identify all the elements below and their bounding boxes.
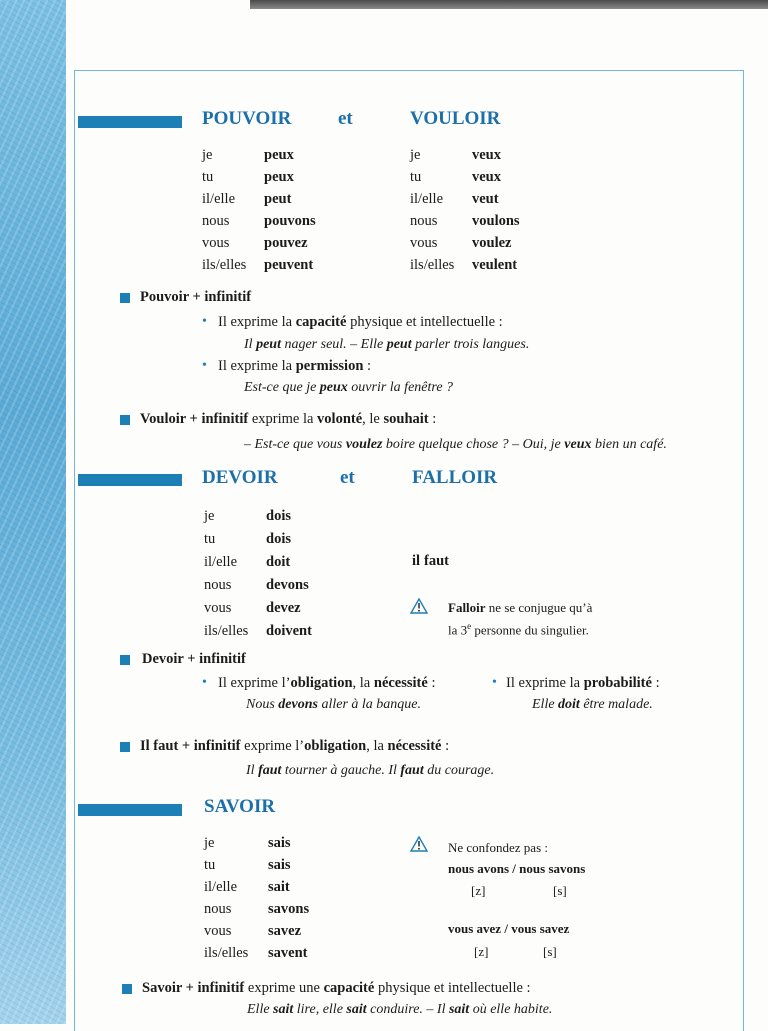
rule-bullet — [120, 655, 130, 665]
phonetic-s: [s] — [543, 944, 557, 959]
rule-il-faut: Il faut + infinitif exprime l’obligation, la nécessité : — [140, 738, 450, 754]
verb-form: veut — [472, 191, 499, 207]
rule-permission: Il exprime la permission : — [218, 358, 372, 374]
heading-connector: et — [340, 467, 355, 488]
verb-form: veux — [472, 169, 501, 185]
heading-devoir: DEVOIR — [202, 467, 278, 488]
verb-form: pouvez — [264, 235, 308, 251]
example-permission: Est-ce que je peux ouvrir la fenêtre ? — [244, 380, 454, 395]
phonetic-z: [z] — [471, 883, 486, 898]
verb-form: savez — [268, 923, 302, 939]
falloir-verb: faut — [424, 553, 449, 569]
pronoun: tu — [204, 531, 216, 547]
pronoun: vous — [410, 235, 438, 251]
section-bar — [78, 116, 182, 128]
pronoun: vous — [202, 235, 230, 251]
rule-bullet — [120, 415, 130, 425]
pronoun: il/elle — [202, 191, 236, 207]
scan-top-edge — [250, 0, 768, 9]
rule-bullet — [120, 742, 130, 752]
verb-form: voulez — [472, 235, 512, 251]
verb-form: peux — [264, 147, 294, 163]
pronoun: ils/elles — [202, 257, 247, 273]
page-frame — [74, 70, 744, 1031]
heading-savoir: SAVOIR — [204, 796, 276, 817]
list-dot: • — [202, 314, 207, 329]
example-vouloir: – Est-ce que vous voulez boire quelque chose ? – Oui, je veux bien un café. — [244, 437, 667, 452]
falloir-pronoun: il — [412, 553, 421, 569]
verb-form: devons — [266, 577, 309, 593]
example-probabilite: Elle doit être malade. — [532, 697, 653, 712]
rule-probabilite: Il exprime la probabilité : — [506, 675, 660, 691]
verb-form: veulent — [472, 257, 518, 273]
pronoun: je — [204, 508, 215, 524]
phonetic-s: [s] — [553, 883, 567, 898]
rule-devoir-label: Devoir + infinitif — [142, 651, 246, 667]
pronoun: il/elle — [410, 191, 444, 207]
pronoun: je — [410, 147, 421, 163]
heading-vouloir: VOULOIR — [410, 108, 501, 129]
pronoun: je — [204, 835, 215, 851]
pronoun: vous — [204, 923, 232, 939]
pronoun: ils/elles — [204, 623, 249, 639]
verb-form: savent — [268, 945, 308, 961]
pronoun: je — [202, 147, 213, 163]
verb-form: sais — [268, 835, 291, 851]
heading-connector: et — [338, 108, 353, 129]
rule-vouloir: Vouloir + infinitif exprime la volonté, le souhait : — [140, 411, 437, 427]
pronoun: tu — [410, 169, 422, 185]
pronoun: il/elle — [204, 554, 238, 570]
pronoun: ils/elles — [410, 257, 455, 273]
section-bar — [78, 804, 182, 816]
rule-capacite: Il exprime la capacité physique et intellectuelle : — [218, 314, 503, 330]
section-bar — [78, 474, 182, 486]
list-dot: • — [492, 675, 497, 690]
heading-falloir: FALLOIR — [412, 467, 498, 488]
verb-form: voulons — [472, 213, 520, 229]
rule-obligation: Il exprime l’obligation, la nécessité : — [218, 675, 436, 691]
verb-form: peuvent — [264, 257, 314, 273]
warning-triangle-icon — [410, 836, 428, 852]
pronoun: nous — [204, 901, 232, 917]
savoir-note-pair1: nous avons / nous savons — [448, 861, 586, 876]
list-dot: • — [202, 675, 207, 690]
pronoun: nous — [204, 577, 232, 593]
verb-form: doivent — [266, 623, 312, 639]
rule-savoir: Savoir + infinitif exprime une capacité physique et intellectuelle : — [142, 980, 531, 996]
verb-form: dois — [266, 508, 291, 524]
verb-form: pouvons — [264, 213, 316, 229]
pronoun: tu — [204, 857, 216, 873]
verb-form: veux — [472, 147, 501, 163]
verb-form: savons — [268, 901, 310, 917]
example-il-faut: Il faut tourner à gauche. Il faut du courage. — [246, 763, 495, 778]
pronoun: nous — [202, 213, 230, 229]
falloir-note-line2: la 3e personne du singulier. — [448, 621, 589, 638]
pronoun: il/elle — [204, 879, 238, 895]
verb-form: peut — [264, 191, 292, 207]
falloir-note-line1: Falloir ne se conjugue qu’à — [448, 600, 593, 615]
example-capacite: Il peut nager seul. – Elle peut parler trois langues. — [244, 337, 530, 352]
savoir-note-title: Ne confondez pas : — [448, 840, 548, 855]
list-dot: • — [202, 358, 207, 373]
pronoun: tu — [202, 169, 214, 185]
verb-form: dois — [266, 531, 291, 547]
phonetic-z: [z] — [474, 944, 489, 959]
pronoun: ils/elles — [204, 945, 249, 961]
heading-pouvoir: POUVOIR — [202, 108, 292, 129]
example-savoir: Elle sait lire, elle sait conduire. – Il sait où elle habite. — [247, 1002, 553, 1017]
verb-form: doit — [266, 554, 291, 570]
warning-triangle-icon — [410, 598, 428, 614]
verb-form: sais — [268, 857, 291, 873]
rule-bullet — [122, 984, 132, 994]
rule-pouvoir-label: Pouvoir + infinitif — [140, 289, 252, 305]
savoir-note-pair2: vous avez / vous savez — [448, 921, 570, 936]
rule-bullet — [120, 293, 130, 303]
page-margin-strip — [0, 0, 66, 1024]
verb-form: peux — [264, 169, 294, 185]
verb-form: devez — [266, 600, 301, 616]
pronoun: nous — [410, 213, 438, 229]
example-obligation: Nous devons aller à la banque. — [246, 697, 422, 712]
verb-form: sait — [268, 879, 290, 895]
pronoun: vous — [204, 600, 232, 616]
